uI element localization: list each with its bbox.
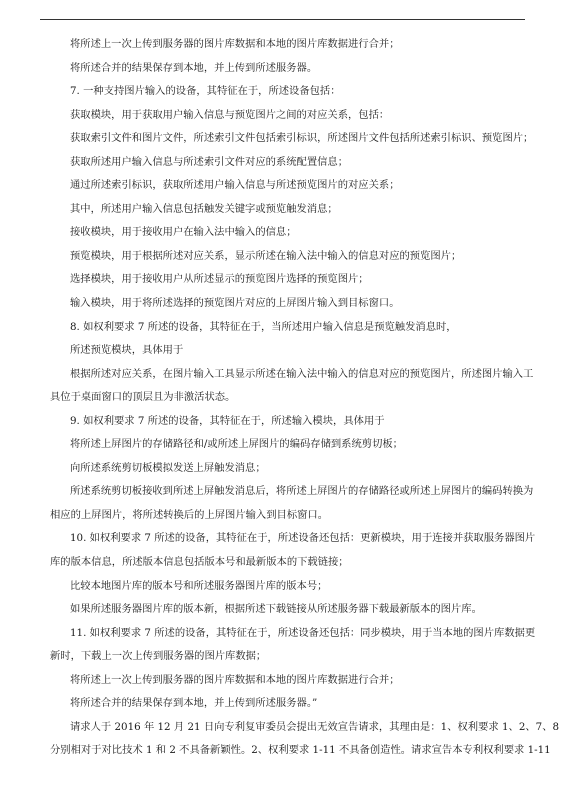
text-line: 通过所述索引标识，获取所述用户输入信息与所述预览图片的对应关系； xyxy=(70,179,400,192)
text-line: 将所述上一次上传到服务器的图片库数据和本地的图片库数据进行合并； xyxy=(70,38,400,50)
text-line: 输入模块，用于将所述选择的预览图片对应的上屏图片输入到目标窗口。 xyxy=(70,297,400,310)
text-line: 获取索引文件和图片文件，所述索引文件包括索引标识，所述图片文件包括所述索引标识、预览图片； xyxy=(70,132,534,145)
claim-heading: 11. 如权利要求 7 所述的设备，其特征在于，所述设备还包括：同步模块，用于当本地的图片库数据更 xyxy=(70,626,536,639)
text-line: 库的版本信息，所述版本信息包括版本号和最新版本的下载链接； xyxy=(50,556,349,569)
text-line: 将所述合并的结果保存到本地，并上传到所述服务器。 xyxy=(70,61,318,74)
text-line: 所述系统剪切板接收到所述上屏触发消息后，将所述上屏图片的存储路径或所述上屏图片的编码转换为 xyxy=(70,485,534,498)
text-line: 向所述系统剪切板模拟发送上屏触发消息； xyxy=(70,461,266,474)
text-line: 将所述上一次上传到服务器的图片库数据和本地的图片库数据进行合并； xyxy=(70,673,400,686)
text-line: 所述预览模块，具体用于 xyxy=(70,344,184,357)
text-line: 其中，所述用户输入信息包括触发关键字或预览触发消息； xyxy=(70,202,338,215)
text-line: 根据所述对应关系，在图片输入工具显示所述在输入法中输入的信息对应的预览图片，所述图片输入工 xyxy=(70,367,534,380)
text-line: 将所述上屏图片的存储路径和/或所述上屏图片的编码存储到系统剪切板； xyxy=(70,438,403,451)
request-paragraph-line: 请求人于 2016 年 12 月 21 日向专利复审委员会提出无效宣告请求，其理由是：1、权利要求 1、2、7、8 xyxy=(70,720,560,733)
text-line: 接收模块，用于接收用户在输入法中输入的信息； xyxy=(70,226,297,239)
text-line: 相应的上屏图片，将所述转换后的上屏图片输入到目标窗口。 xyxy=(50,508,329,521)
text-line: 获取模块，用于获取用户输入信息与预览图片之间的对应关系，包括： xyxy=(70,108,390,121)
claim-heading: 8. 如权利要求 7 所述的设备，其特征在于，当所述用户输入信息是预览触发消息时， xyxy=(70,320,457,333)
text-line: 具位于桌面窗口的顶层且为非激活状态。 xyxy=(50,391,236,404)
text-line: 新时，下载上一次上传到服务器的图片库数据； xyxy=(50,650,267,663)
text-line: 将所述合并的结果保存到本地，并上传到所述服务器。” xyxy=(70,697,318,710)
document-body xyxy=(50,33,560,763)
claim-heading: 9. 如权利要求 7 所述的设备，其特征在于，所述输入模块，具体用于 xyxy=(70,414,385,427)
text-line: 选择模块，用于接收用户从所述显示的预览图片选择的预览图片； xyxy=(70,273,369,286)
claim-heading: 7. 一种支持图片输入的设备，其特征在于，所述设备包括： xyxy=(70,85,341,98)
request-paragraph-line: 分别相对于对比技术 1 和 2 不具备新颖性。2、权利要求 1-11 不具备创造性。请求宣告本专利权利要求 1-11 xyxy=(50,744,551,757)
text-line: 如果所述服务器图片库的版本新，根据所述下载链接从所述服务器下载最新版本的图片库。 xyxy=(70,603,482,616)
text-line: 比较本地图片库的版本号和所述服务器图片库的版本号； xyxy=(70,579,328,592)
text-line: 预览模块，用于根据所述对应关系，显示所述在输入法中输入的信息对应的预览图片； xyxy=(70,249,462,262)
text-line: 获取所述用户输入信息与所述索引文件对应的系统配置信息； xyxy=(70,155,349,168)
header-rule xyxy=(40,19,525,20)
claim-heading: 10. 如权利要求 7 所述的设备，其特征在于，所述设备还包括：更新模块，用于连接并获取服务器图片 xyxy=(70,532,536,545)
